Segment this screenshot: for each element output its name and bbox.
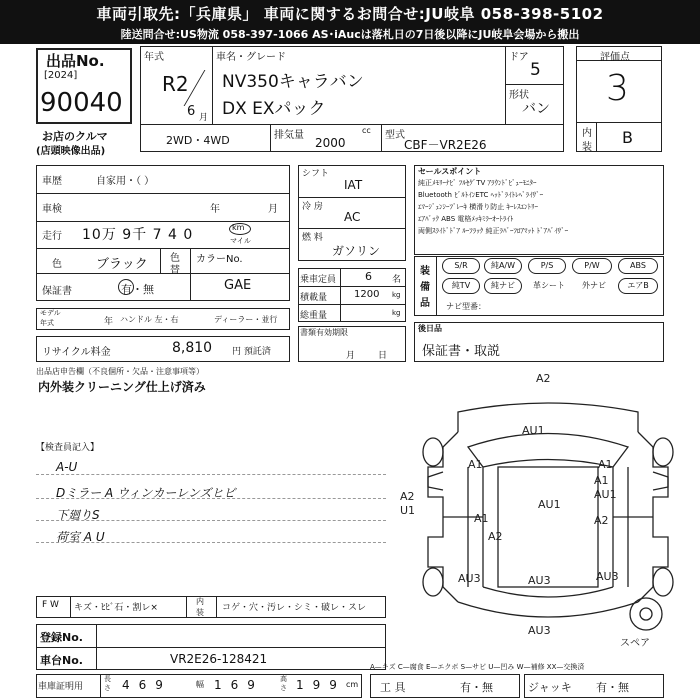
diag-label-7: AU1 bbox=[538, 498, 561, 511]
recycle-value: 8,810 bbox=[172, 340, 213, 356]
model-value: CBF－VR2E26 bbox=[404, 138, 487, 152]
doc-day: 日 bbox=[378, 351, 388, 361]
model-label: 型式 bbox=[385, 130, 405, 141]
sales-line5: 両側ｽﾗｲﾄﾞﾄﾞｱ ﾙｰﾌﾗｯｸ 純正ﾗﾊﾞｰﾌﾛｱﾏｯﾄ ﾄﾞｱﾊﾞｲｻﾞｰ bbox=[418, 227, 569, 235]
color-value: ブラック bbox=[96, 257, 148, 272]
lot-title: 出品No. bbox=[46, 52, 105, 70]
doc-month: 月 bbox=[346, 351, 356, 361]
sales-label: セールスポイント bbox=[418, 167, 482, 176]
equip-ps: P/S bbox=[528, 258, 566, 274]
load-label: 積載量 bbox=[300, 293, 328, 303]
recolor-label2: 替 bbox=[170, 265, 180, 276]
len-value: 469 bbox=[122, 678, 172, 692]
interior-label1: 内 bbox=[582, 128, 592, 139]
month-value: 6 bbox=[187, 104, 196, 119]
model-year-label2: 年式 bbox=[40, 319, 54, 327]
vehicle-grade: DX EXパック bbox=[222, 99, 326, 119]
interior-grade: B bbox=[622, 128, 633, 147]
inspector-line3: 下廻りS bbox=[56, 508, 100, 522]
wid-value: 169 bbox=[214, 678, 264, 692]
inspection-year-unit: 年 bbox=[210, 204, 220, 215]
diag-label-5: A2 bbox=[400, 490, 415, 503]
interior-label2: 装 bbox=[582, 142, 592, 153]
diag-label-13: AU3 bbox=[528, 574, 551, 587]
diag-label-12: AU3 bbox=[458, 572, 481, 585]
shape-value: バン bbox=[522, 101, 550, 117]
diag-label-10: A1 bbox=[474, 512, 489, 525]
colorno-value: GAE bbox=[224, 278, 252, 293]
header-line2: 陸送問合せ:US物流 058-397-1066 AS･iAucは落札日の7日後以降にJU岐阜会場から搬出 bbox=[120, 28, 580, 41]
fw-items: キズ・ﾋﾋﾞ石・割レ× bbox=[74, 603, 158, 613]
equip-abs: ABS bbox=[618, 258, 658, 274]
year-value: R2 bbox=[162, 72, 189, 96]
jack-value: 有・無 bbox=[596, 681, 629, 694]
shape-label: 形状 bbox=[509, 90, 529, 101]
navi-model: ナビ型番： bbox=[446, 302, 486, 311]
cm-unit: cm bbox=[346, 680, 359, 689]
dealer-label: ディーラー・並行 bbox=[214, 315, 278, 324]
capacity-unit: 名 bbox=[392, 275, 402, 285]
equip-pw: P/W bbox=[572, 258, 612, 274]
spare-label: スペア bbox=[620, 638, 650, 649]
diag-label-4: A1 bbox=[594, 474, 609, 487]
warranty-value: 有・無 bbox=[121, 283, 154, 296]
inspector-line2: Dミラー A ウィンカーレンズヒビ bbox=[56, 486, 236, 500]
equip-ext-navi: 外ナビ bbox=[582, 281, 606, 290]
diag-label-3: A1 bbox=[598, 458, 613, 471]
chassis-label: 車台No. bbox=[40, 654, 83, 667]
diag-label-8: A2 bbox=[594, 514, 609, 527]
load-unit: kg bbox=[392, 291, 401, 299]
equip-alloy: 純A/W bbox=[484, 258, 522, 274]
diag-label-0: A2 bbox=[536, 372, 551, 385]
eval-score: 3 bbox=[606, 68, 629, 109]
post-label: 後日品 bbox=[418, 324, 442, 333]
capacity-value: 6 bbox=[365, 270, 372, 283]
shift-label: シフト bbox=[302, 169, 330, 179]
mile-unit: マイル bbox=[230, 237, 251, 245]
jack-label: ジャッキ bbox=[528, 681, 572, 694]
recolor-label1: 色 bbox=[170, 253, 180, 264]
color-label: 色 bbox=[52, 259, 62, 270]
history-value: 自家用・（ ） bbox=[96, 176, 155, 187]
equip-label2: 備 bbox=[420, 282, 430, 293]
equip-tv: 純TV bbox=[442, 278, 480, 294]
diag-label-11: A2 bbox=[488, 530, 503, 543]
hei-value: 199 bbox=[296, 678, 346, 692]
len-label: 長さ bbox=[104, 675, 111, 692]
doc-label: 書類有効期限 bbox=[300, 328, 348, 337]
diag-label-6: AU1 bbox=[594, 488, 617, 501]
year-label: 年式 bbox=[144, 52, 164, 63]
notes-label: 出品店申告欄（不良個所・欠品・注意事項等） bbox=[36, 367, 204, 376]
shift-value: IAT bbox=[344, 178, 363, 192]
inspector-line1: A-U bbox=[56, 460, 78, 474]
shop-sub: (店頭映像出品) bbox=[36, 146, 106, 157]
equip-label1: 装 bbox=[420, 266, 430, 277]
sales-line3: ｴﾏｰｼﾞｪﾝｼｰﾌﾞﾚｰｷ 横滑り防止 ｷｰﾚｽｴﾝﾄﾘｰ bbox=[418, 203, 538, 211]
equip-sr: S/R bbox=[442, 258, 480, 274]
registration-label: 登録No. bbox=[40, 631, 83, 644]
fuel-label: 燃 料 bbox=[302, 233, 323, 243]
door-label: ドア bbox=[509, 52, 529, 63]
recycle-label: リサイクル料金 bbox=[42, 347, 111, 358]
inspection-label: 車検 bbox=[42, 204, 62, 215]
ac-label: 冷 房 bbox=[302, 202, 323, 212]
history-label: 車歴 bbox=[42, 176, 62, 187]
header-line1: 車両引取先:「兵庫県」 車両に関するお問合せ:JU岐阜 058-398-5102 bbox=[96, 5, 604, 23]
fw-label: F W bbox=[42, 600, 59, 610]
diag-label-9: U1 bbox=[400, 504, 416, 517]
load-value: 1200 bbox=[354, 289, 380, 300]
month-unit: 月 bbox=[199, 113, 209, 123]
inspector-line4: 荷室 A U bbox=[56, 530, 105, 544]
eval-label: 評価点 bbox=[600, 52, 630, 63]
vehicle-name: NV350キャラバン bbox=[222, 72, 364, 92]
cc-unit: cc bbox=[362, 126, 371, 135]
warranty-label: 保証書 bbox=[42, 286, 72, 297]
notes-value: 内外装クリーニング仕上げ済み bbox=[38, 380, 206, 394]
name-label: 車名・グレード bbox=[216, 52, 286, 63]
model-year-unit: 年 bbox=[104, 317, 114, 327]
diag-label-2: A1 bbox=[468, 458, 483, 471]
shop-label: お店のクルマ bbox=[42, 130, 108, 143]
diag-label-14: AU3 bbox=[596, 570, 619, 583]
legend: A—キズ C—腐食 E—エクボ S—サビ U—凹み W—補修 XX—交換済 bbox=[370, 663, 585, 671]
sales-line4: ｴｱﾊﾞｯｸ ABS 電格ﾒｯｷﾐﾗｰｵｰﾄﾗｲﾄ bbox=[418, 215, 514, 223]
cert-label: 車庫証明用 bbox=[38, 682, 84, 692]
inspection-month-unit: 月 bbox=[268, 204, 278, 215]
diag-label-1: AU1 bbox=[522, 424, 545, 437]
diag-label-15: AU3 bbox=[528, 624, 551, 637]
post-value: 保証書・取説 bbox=[422, 344, 501, 359]
equip-leather: 革シート bbox=[533, 281, 565, 290]
chassis-value: VR2E26-128421 bbox=[170, 652, 268, 666]
ac-value: AC bbox=[344, 210, 361, 224]
door-value: 5 bbox=[530, 60, 541, 80]
inspector-label: 【検査員記入】 bbox=[36, 443, 100, 453]
displacement-label: 排気量 bbox=[274, 130, 304, 141]
fw-interior-items: コゲ・穴・汚レ・シミ・破レ・スレ bbox=[222, 603, 367, 613]
fuel-value: ガソリン bbox=[332, 244, 381, 258]
lot-number: 90040 bbox=[40, 88, 123, 118]
equip-label3: 品 bbox=[420, 298, 430, 309]
km-unit: km bbox=[232, 223, 245, 232]
displacement-value: 2000 bbox=[315, 136, 346, 150]
sales-line1: 純正ﾒﾓﾘｰﾅﾋﾞ ﾌﾙｾｸﾞTV ｱﾗｳﾝﾄﾞﾋﾞｭｰﾓﾆﾀｰ bbox=[418, 179, 537, 187]
mileage-label: 走行 bbox=[42, 231, 62, 242]
recycle-unit: 円 預託済 bbox=[232, 347, 271, 357]
wid-label: 幅 bbox=[196, 680, 204, 689]
fw-interior-label1: 内 bbox=[196, 597, 204, 606]
tools-label: 工 具 bbox=[380, 681, 406, 694]
lot-year-tag: [2024] bbox=[44, 70, 78, 81]
colorno-label: カラーNo. bbox=[196, 254, 243, 265]
gross-label: 総重量 bbox=[300, 311, 328, 321]
handle-label: ハンドル 左・右 bbox=[120, 315, 179, 324]
sales-line2: Bluetooth ﾋﾞﾙﾄｲﾝETC ﾍｯﾄﾞﾗｲﾄﾚﾍﾞﾗｲｻﾞｰ bbox=[418, 191, 544, 199]
header-bar bbox=[0, 0, 700, 44]
mileage-value: 10万 9千 7 4 0 bbox=[82, 227, 194, 243]
gross-unit: kg bbox=[392, 309, 401, 317]
drive-value: 2WD・4WD bbox=[166, 134, 230, 147]
hei-label: 高さ bbox=[280, 675, 287, 692]
model-year-label1: モデル bbox=[40, 309, 61, 317]
capacity-label: 乗車定員 bbox=[300, 275, 337, 285]
tools-value: 有・無 bbox=[460, 681, 493, 694]
equip-navi: 純ナビ bbox=[484, 278, 522, 294]
equip-airbag: エアB bbox=[618, 278, 658, 294]
fw-interior-label2: 装 bbox=[196, 608, 204, 617]
car-diagram bbox=[398, 372, 698, 652]
